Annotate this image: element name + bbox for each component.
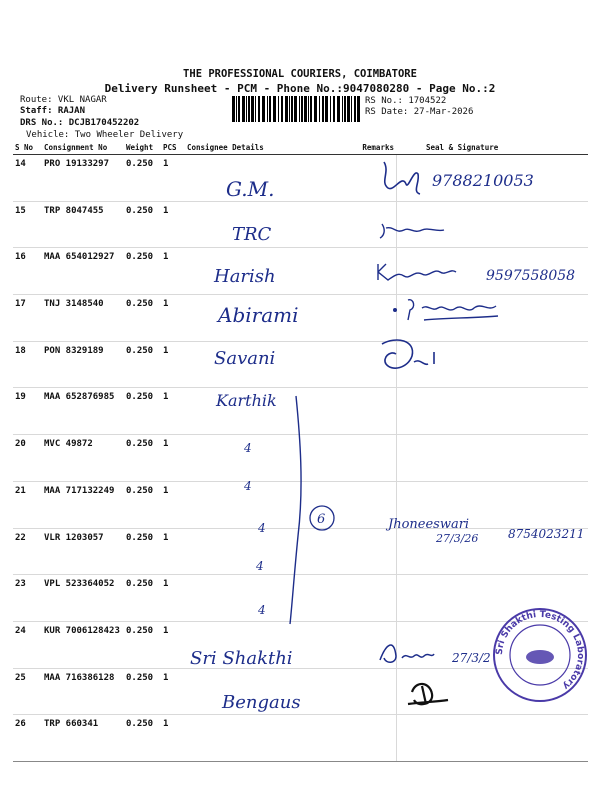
remarks-cell — [340, 295, 396, 342]
consignee-details-cell — [185, 435, 340, 482]
consignee-details-cell — [185, 621, 340, 668]
weight-cell: 0.250 — [124, 575, 161, 622]
remarks-cell — [340, 668, 396, 715]
barcode-bar — [330, 96, 331, 122]
seal-signature-cell — [396, 201, 588, 248]
sno-cell: 19 — [13, 388, 42, 435]
signature-handwriting: Jhoneeswari — [388, 517, 470, 532]
seal-signature-cell — [396, 341, 588, 388]
barcode-bar — [246, 96, 247, 122]
rs-date: RS Date: 27-Mar-2026 — [365, 107, 474, 117]
ditto-mark: 4 — [258, 603, 266, 617]
barcode-bar — [262, 96, 265, 122]
col-header-seal-signature: Seal & Signature — [396, 141, 588, 155]
consignee-handwriting: Harish — [214, 266, 276, 287]
barcode-bar — [255, 96, 256, 122]
remarks-cell — [340, 248, 396, 295]
ditto-mark: 4 — [256, 559, 264, 573]
consignment-cell: MAA 717132249 — [42, 481, 124, 528]
remarks-cell — [340, 435, 396, 482]
col-header-pcs: PCS — [161, 141, 185, 155]
seal-signature-cell — [396, 481, 588, 528]
weight-cell: 0.250 — [124, 715, 161, 762]
ditto-mark: 4 — [244, 479, 252, 493]
seal-signature-cell — [396, 388, 588, 435]
consignment-cell: MAA 652876985 — [42, 388, 124, 435]
barcode-bar — [319, 96, 320, 122]
weight-cell: 0.250 — [124, 435, 161, 482]
consignee-handwriting: TRC — [232, 224, 272, 245]
seal-signature-cell — [396, 295, 588, 342]
weight-cell: 0.250 — [124, 668, 161, 715]
consignee-details-cell — [185, 201, 340, 248]
barcode-bar — [301, 96, 303, 122]
consignment-cell: KUR 7006128423 — [42, 621, 124, 668]
rubber-stamp-seal — [490, 605, 590, 705]
sno-cell: 24 — [13, 621, 42, 668]
col-header-consignee: Consignee Details — [185, 141, 340, 155]
remarks-cell — [340, 481, 396, 528]
consignee-details-cell — [185, 295, 340, 342]
sno-cell: 17 — [13, 295, 42, 342]
col-header-weight: Weight — [124, 141, 161, 155]
barcode-bar — [357, 96, 360, 122]
weight-cell: 0.250 — [124, 248, 161, 295]
consignment-cell: TRP 8047455 — [42, 201, 124, 248]
sno-cell: 20 — [13, 435, 42, 482]
remarks-cell — [340, 575, 396, 622]
table-row — [13, 481, 588, 528]
barcode-bar — [291, 96, 293, 122]
barcode-bar — [310, 96, 312, 122]
weight-cell: 0.250 — [124, 621, 161, 668]
consignee-handwriting: Bengaus — [222, 692, 301, 713]
table-row — [13, 248, 588, 295]
staff-label: Staff: RAJAN — [20, 106, 86, 116]
weight-cell: 0.250 — [124, 528, 161, 575]
sno-cell: 23 — [13, 575, 42, 622]
consignee-handwriting: Sri Shakthi — [190, 648, 293, 669]
consignee-details-cell — [185, 481, 340, 528]
sno-cell: 18 — [13, 341, 42, 388]
weight-cell: 0.250 — [124, 341, 161, 388]
consignee-details-cell — [185, 528, 340, 575]
table-row — [13, 341, 588, 388]
vehicle-label: Vehicle: Two Wheeler Delivery — [26, 130, 184, 140]
barcode-bar — [236, 96, 237, 122]
seal-signature-cell — [396, 248, 588, 295]
barcode-bar — [269, 96, 271, 122]
pcs-cell: 1 — [161, 435, 185, 482]
consignee-details-cell — [185, 155, 340, 202]
barcode-bar — [258, 96, 260, 122]
barcode-bar — [304, 96, 307, 122]
barcode-bar — [342, 96, 343, 122]
drs-number: DRS No.: DCJB170452202 — [20, 118, 140, 128]
signature-date: 27/3/2 — [452, 651, 491, 665]
pcs-cell: 1 — [161, 528, 185, 575]
route-label: Route: VKL NAGAR — [20, 95, 107, 105]
consignment-cell: VPL 523364052 — [42, 575, 124, 622]
pcs-cell: 1 — [161, 575, 185, 622]
table-row — [13, 528, 588, 575]
barcode-bar — [308, 96, 309, 122]
pcs-cell: 1 — [161, 248, 185, 295]
sno-cell: 15 — [13, 201, 42, 248]
consignee-details-cell — [185, 715, 340, 762]
remarks-cell — [340, 621, 396, 668]
barcode-bar — [299, 96, 300, 122]
company-title: THE PROFESSIONAL COURIERS, COIMBATORE — [183, 68, 417, 80]
circled-number-text: 6 — [317, 512, 326, 527]
col-header-consignment: Consignment No — [42, 141, 124, 155]
consignment-cell: PRO 19133297 — [42, 155, 124, 202]
signature-handwriting: 9597558058 — [486, 268, 576, 284]
consignment-cell: MAA 716386128 — [42, 668, 124, 715]
barcode-bar — [322, 96, 324, 122]
weight-cell: 0.250 — [124, 201, 161, 248]
barcode-bar — [337, 96, 340, 122]
barcode-bar — [251, 96, 254, 122]
pcs-cell: 1 — [161, 201, 185, 248]
runsheet-title: Delivery Runsheet - PCM - Phone No.:9047080280 - Page No.:2 — [104, 82, 496, 95]
barcode-bar — [242, 96, 245, 122]
signature-handwriting: 9788210053 — [432, 171, 534, 190]
consignee-details-cell — [185, 575, 340, 622]
signature-date: 27/3/26 — [436, 532, 479, 545]
consignee-handwriting: G.M. — [226, 177, 275, 201]
barcode-bar — [354, 96, 356, 122]
barcode-bar — [238, 96, 240, 122]
consignee-details-cell — [185, 668, 340, 715]
barcode-bar — [289, 96, 290, 122]
weight-cell: 0.250 — [124, 295, 161, 342]
consignee-handwriting: Karthik — [216, 391, 277, 410]
table-row — [13, 715, 588, 762]
pcs-cell: 1 — [161, 481, 185, 528]
barcode-bar — [325, 96, 328, 122]
pcs-cell: 1 — [161, 715, 185, 762]
table-row — [13, 295, 588, 342]
barcode-bar — [281, 96, 283, 122]
consignee-handwriting: Savani — [214, 348, 276, 369]
barcode-bar — [333, 96, 335, 122]
barcode-bar — [294, 96, 297, 122]
signature-handwriting: 8754023211 — [508, 527, 585, 541]
seal-signature-cell — [396, 155, 588, 202]
table-row — [13, 201, 588, 248]
sno-cell: 16 — [13, 248, 42, 295]
pcs-cell: 1 — [161, 668, 185, 715]
ditto-mark: 4 — [244, 441, 252, 455]
remarks-cell — [340, 201, 396, 248]
seal-text: Sri Shakthi Testing Laboratory — [494, 609, 586, 692]
barcode-bar — [232, 96, 235, 122]
rs-number: RS No.: 1704522 — [365, 96, 447, 106]
sno-cell: 25 — [13, 668, 42, 715]
col-header-remarks: Remarks — [340, 141, 396, 155]
consignment-cell: TNJ 3148540 — [42, 295, 124, 342]
table-row — [13, 155, 588, 202]
barcode-bar — [278, 96, 279, 122]
consignee-details-cell — [185, 388, 340, 435]
ditto-mark: 4 — [258, 521, 266, 535]
sno-cell: 14 — [13, 155, 42, 202]
consignment-cell: PON 8329189 — [42, 341, 124, 388]
consignee-handwriting: Abirami — [218, 303, 299, 327]
barcode-bar — [314, 96, 317, 122]
seal-signature-cell — [396, 435, 588, 482]
pcs-cell: 1 — [161, 155, 185, 202]
remarks-cell — [340, 528, 396, 575]
consignee-details-cell — [185, 248, 340, 295]
weight-cell: 0.250 — [124, 155, 161, 202]
pcs-cell: 1 — [161, 341, 185, 388]
seal-signature-cell — [396, 715, 588, 762]
barcode-bar — [351, 96, 352, 122]
sno-cell: 22 — [13, 528, 42, 575]
consignment-cell: TRP 660341 — [42, 715, 124, 762]
table-row — [13, 435, 588, 482]
col-header-sno: S No — [13, 141, 42, 155]
consignment-cell: VLR 1203057 — [42, 528, 124, 575]
sno-cell: 26 — [13, 715, 42, 762]
barcode-bar — [273, 96, 276, 122]
consignment-cell: MVC 49872 — [42, 435, 124, 482]
barcode-bar — [347, 96, 350, 122]
remarks-cell — [340, 388, 396, 435]
consignment-cell: MAA 654012927 — [42, 248, 124, 295]
remarks-cell — [340, 715, 396, 762]
remarks-cell — [340, 341, 396, 388]
table-row — [13, 388, 588, 435]
consignee-details-cell — [185, 341, 340, 388]
weight-cell: 0.250 — [124, 481, 161, 528]
pcs-cell: 1 — [161, 621, 185, 668]
barcode-bar — [248, 96, 250, 122]
pcs-cell: 1 — [161, 295, 185, 342]
seal-signature-cell — [396, 528, 588, 575]
barcode-bar — [285, 96, 288, 122]
table-header-row — [13, 141, 588, 155]
barcode-bar — [344, 96, 346, 122]
barcode-bar — [267, 96, 268, 122]
remarks-cell — [340, 155, 396, 202]
barcode — [232, 96, 360, 122]
weight-cell: 0.250 — [124, 388, 161, 435]
sno-cell: 21 — [13, 481, 42, 528]
pcs-cell: 1 — [161, 388, 185, 435]
